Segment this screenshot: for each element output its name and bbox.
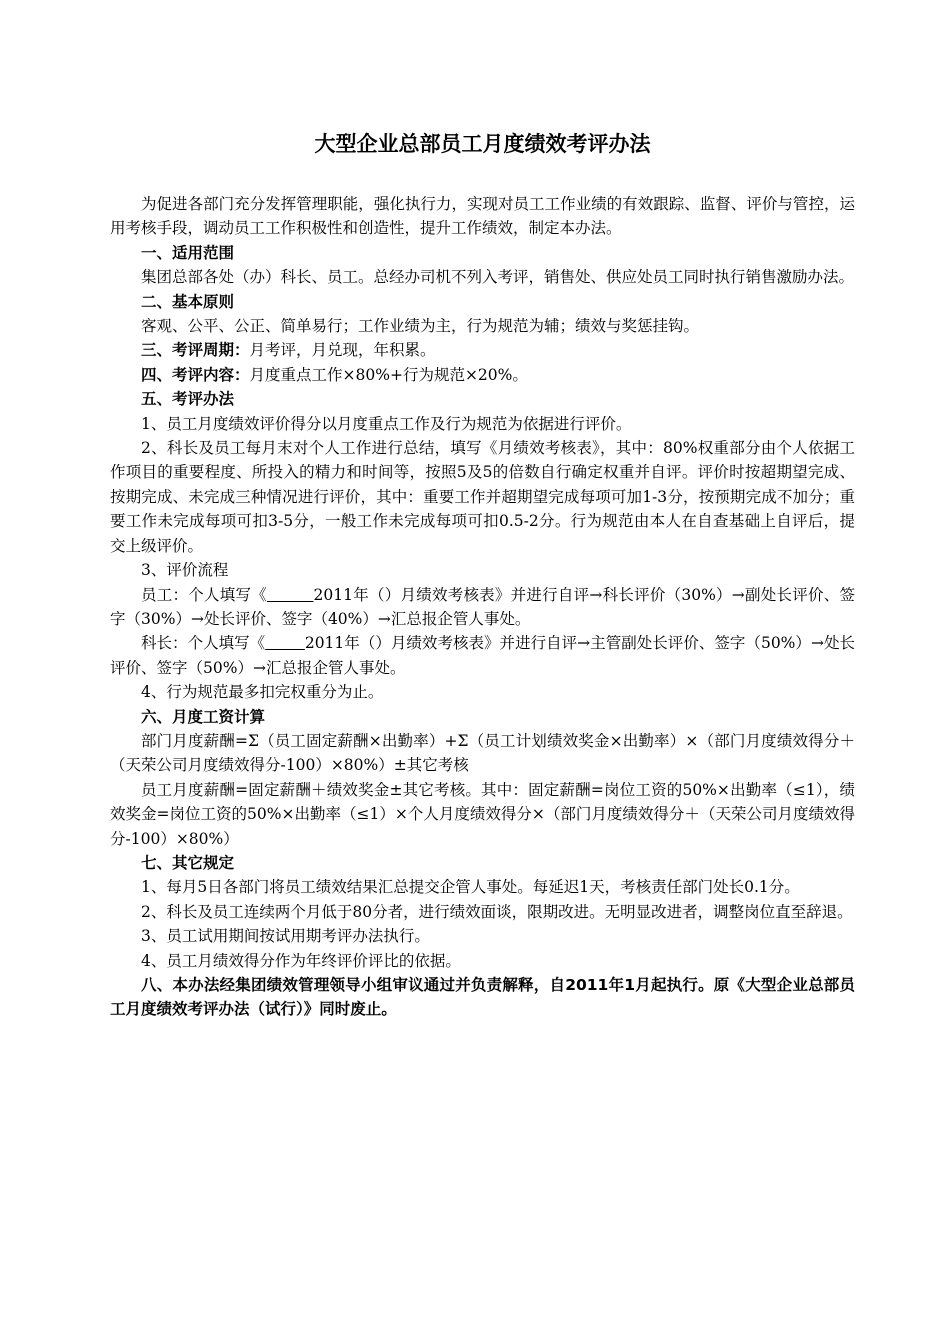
section-7-item-4: 4、员工月绩效得分作为年终评价评比的依据。 xyxy=(141,951,461,970)
section-7-item-3: 3、员工试用期间按试用期考评办法执行。 xyxy=(141,927,430,946)
document-title: 大型企业总部员工月度绩效考评办法 xyxy=(314,132,651,156)
chief-flow-rest: 2011年（）月绩效考核表》并进行自评→主管副处长评价、签字（50%）→处长评价、签字（50%）→汇总报企管人事处。 xyxy=(110,634,855,677)
section-5-item-2: 2、科长及员工每月末对个人工作进行总结，填写《月绩效考核表》，其中：80%权重部分由个人依据工作项目的重要程度、所投入的精力和时间等，按照5及5的倍数自行确定权重并自评。评价时按超期望完成、按期完成、未完成三种情况进行评价，其中：重要工作并超期望完成每项可加1-3分，按预期完成不加分；重要工作未完成每项可扣3-5分，一般工作未完成每项可扣0.5-2分。行为规范由本人在自查基础上自评后，提交上级评价。 xyxy=(110,439,855,555)
staff-flow-rest: 2011年（）月绩效考核表》并进行自评→科长评价（30%）→副处长评价、签字（30%）→处长评价、签字（40%）→汇总报企管人事处。 xyxy=(110,585,856,628)
section-2-heading: 二、基本原则 xyxy=(141,292,235,311)
staff-flow-blank xyxy=(267,586,314,604)
intro-paragraph: 为促进各部门充分发挥管理职能，强化执行力，实现对员工工作业绩的有效跟踪、监督、评价与管控，运用考核手段，调动员工工作积极性和创造性，提升工作绩效，制定本办法。 xyxy=(110,195,855,238)
chief-flow-blank xyxy=(265,634,305,652)
section-4-line xyxy=(110,363,855,387)
section-1-heading: 一、适用范围 xyxy=(141,243,235,262)
department-salary-formula: 部门月度薪酬=Σ（员工固定薪酬×出勤率）+Σ（员工计划绩效奖金×出勤率）×（部门月度绩效得分＋（天荣公司月度绩效得分-100）×80%）±其它考核 xyxy=(110,731,855,775)
section-2-text: 客观、公平、公正、简单易行；工作业绩为主，行为规范为辅；绩效与奖惩挂钩。 xyxy=(141,317,700,336)
chief-flow-paragraph xyxy=(110,631,855,680)
section-4-text: 月度重点工作×80%+行为规范×20%。 xyxy=(249,365,528,384)
section-3-text: 月考评，月兑现，年积累。 xyxy=(249,341,436,360)
section-3-line xyxy=(110,338,855,362)
staff-flow-paragraph xyxy=(110,583,855,632)
section-7-item-1: 1、每月5日各部门将员工绩效结果汇总提交企管人事处。每延迟1天，考核责任部门处长0.1分。 xyxy=(141,878,800,897)
section-8-statement: 八、本办法经集团绩效管理领导小组审议通过并负责解释，自2011年1月起执行。原《大型企业总部员工月度绩效考评办法（试行）》同时废止。 xyxy=(110,976,855,1019)
section-5-item-4: 4、行为规范最多扣完权重分为止。 xyxy=(141,683,384,702)
section-4-heading: 四、考评内容： xyxy=(141,365,250,384)
staff-flow-lead: 员工：个人填写《 xyxy=(141,585,267,604)
section-1-text: 集团总部各处（办）科长、员工。总经办司机不列入考评，销售处、供应处员工同时执行销售激励办法。 xyxy=(141,268,855,287)
section-3-heading: 三、考评周期： xyxy=(141,341,250,360)
section-5-item-3: 3、评价流程 xyxy=(141,561,229,580)
section-7-heading: 七、其它规定 xyxy=(141,853,235,872)
chief-flow-lead: 科长：个人填写《 xyxy=(141,634,266,653)
section-7-item-2: 2、科长及员工连续两个月低于80分者，进行绩效面谈，限期改进。无明显改进者，调整岗位直至辞退。 xyxy=(141,902,853,921)
section-5-item-1: 1、员工月度绩效评价得分以月度重点工作及行为规范为依据进行评价。 xyxy=(141,414,632,433)
section-6-heading: 六、月度工资计算 xyxy=(141,707,266,726)
employee-salary-formula: 员工月度薪酬=固定薪酬＋绩效奖金±其它考核。其中：固定薪酬=岗位工资的50%×出勤率（≤1），绩效奖金=岗位工资的50%×出勤率（≤1）×个人月度绩效得分×（部门月度绩效得分＋（天荣公司月度绩效得分-100）×80%） xyxy=(110,780,855,848)
document-body xyxy=(110,192,855,1022)
section-5-heading: 五、考评办法 xyxy=(141,390,235,409)
